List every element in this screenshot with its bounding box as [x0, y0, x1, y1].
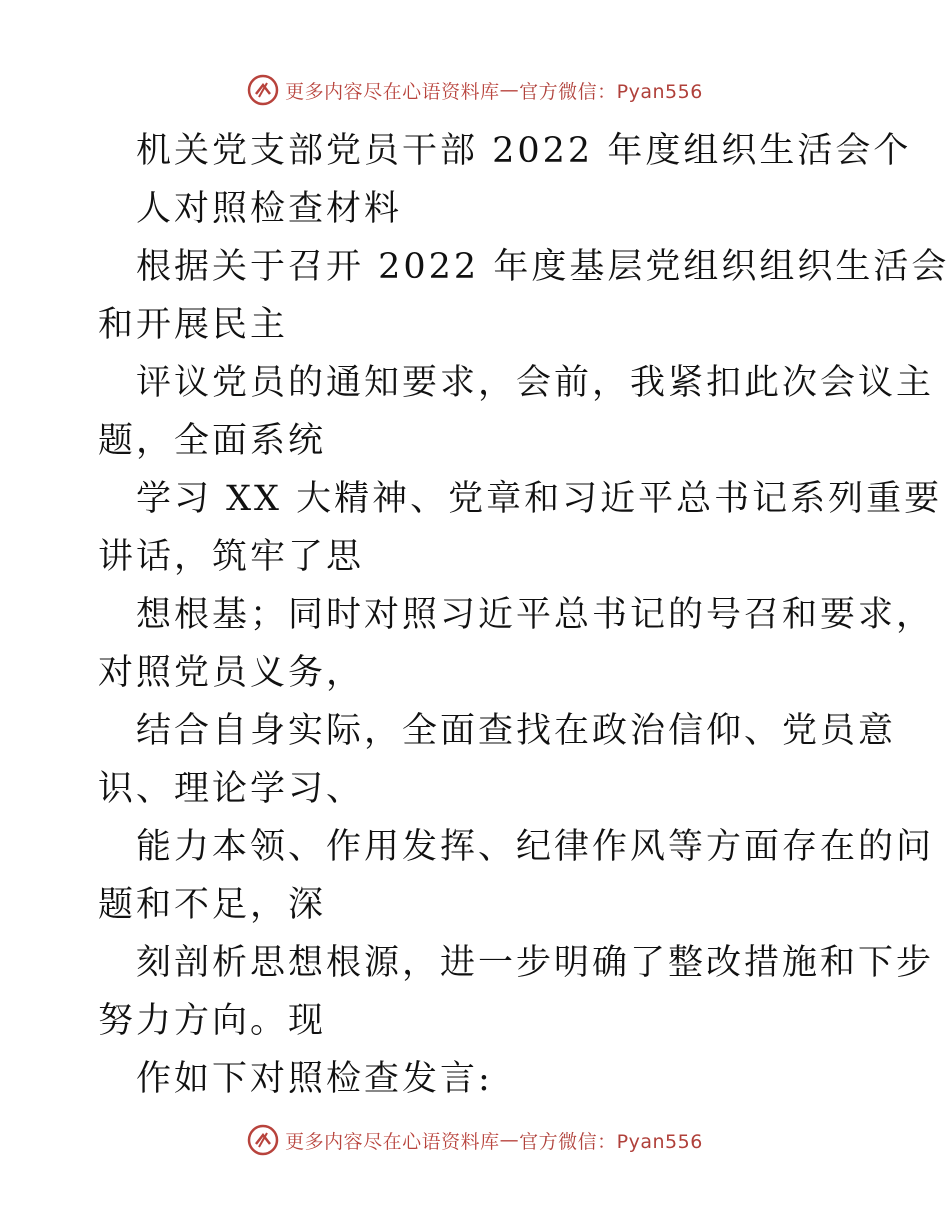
- body-line-8: 对照党员义务，: [98, 653, 365, 693]
- banner-wechat: 官方微信：Pyan556: [519, 1130, 703, 1153]
- book-pen-icon: [247, 1124, 279, 1156]
- banner-text: 更多内容尽在心语资料库: [285, 1130, 500, 1153]
- body-line-3: 评议党员的通知要求，会前，我紧扣此次会议主: [136, 363, 935, 403]
- body-line-4: 题，全面系统: [98, 421, 327, 461]
- book-pen-icon: [247, 74, 279, 106]
- title-line-2: 人对照检查材料: [136, 189, 403, 229]
- body-line-12: 题和不足，深: [98, 885, 327, 925]
- banner-separator: —: [499, 1129, 520, 1151]
- title-line-1: 机关党支部党员干部 2022 年度组织生活会个: [136, 131, 912, 171]
- body-line-10: 识、理论学习、: [98, 769, 365, 809]
- banner-text: 更多内容尽在心语资料库: [285, 80, 500, 103]
- body-line-2: 和开展民主: [98, 305, 289, 345]
- body-line-7: 想根基；同时对照习近平总书记的号召和要求，: [136, 595, 935, 635]
- banner-wechat: 官方微信：Pyan556: [519, 80, 703, 103]
- body-line-13: 刻剖析思想根源，进一步明确了整改措施和下步: [136, 943, 935, 983]
- body-line-6: 讲话，筑牢了思: [98, 537, 365, 577]
- body-line-15: 作如下对照检查发言:: [136, 1059, 493, 1099]
- body-line-11: 能力本领、作用发挥、纪律作风等方面存在的问: [136, 827, 935, 867]
- footer-watermark-banner: [0, 1120, 950, 1160]
- body-line-1: 根据关于召开 2022 年度基层党组织组织生活会: [136, 247, 950, 287]
- header-watermark-banner: [0, 70, 950, 110]
- body-line-5: 学习 XX 大精神、党章和习近平总书记系列重要: [136, 479, 943, 519]
- body-line-9: 结合自身实际，全面查找在政治信仰、党员意: [136, 711, 897, 751]
- body-line-14: 努力方向。现: [98, 1001, 327, 1041]
- banner-separator: —: [499, 79, 520, 101]
